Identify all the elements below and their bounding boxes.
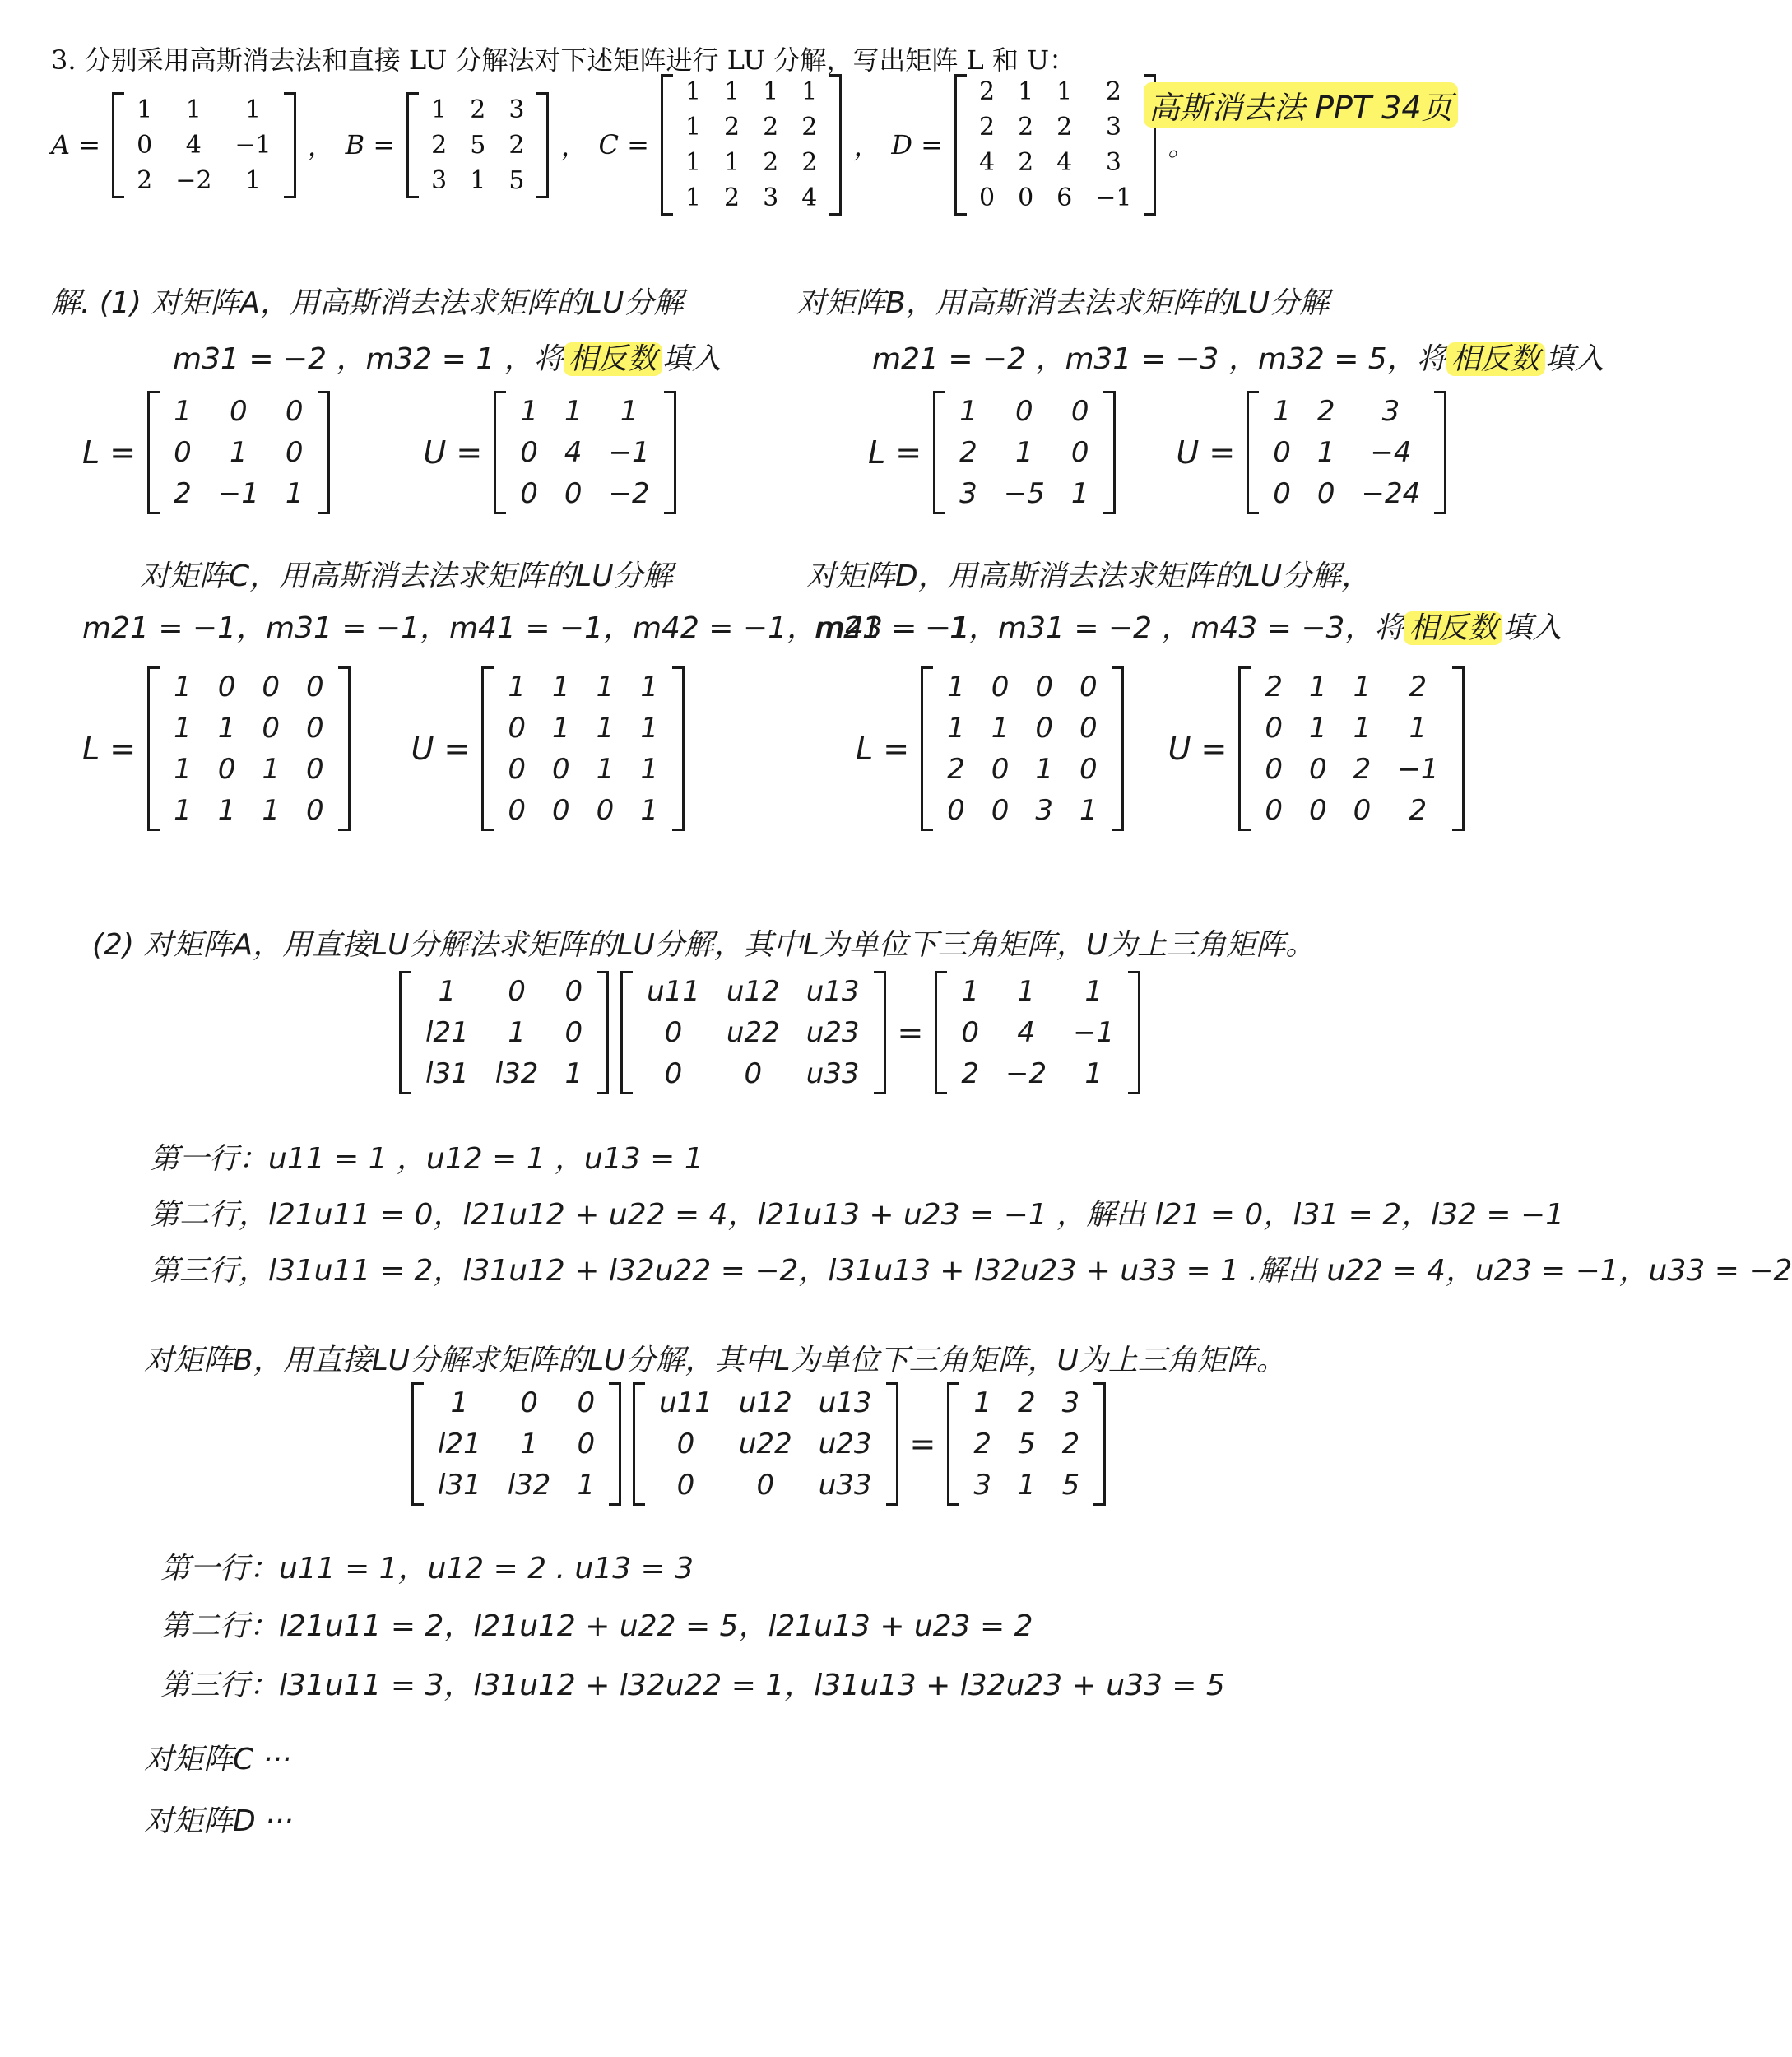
matrix-cell: 1 [174, 794, 192, 827]
matrix-cell: 0 [217, 671, 236, 703]
matrix-cell: 1 [1018, 77, 1034, 106]
matrix-cell: 0 [756, 1469, 775, 1502]
matrix-cell: 1 [685, 77, 702, 106]
part2-a-equation [399, 971, 1140, 1094]
part1-d-title: 对矩阵D，用高斯消去法求矩阵的LU分解， [806, 560, 1372, 593]
matrix-cell: 1 [285, 477, 304, 510]
matrix-cell: 1 [1316, 436, 1335, 469]
matrix-cell: 0 [306, 671, 324, 703]
matrix-d-label: D = [891, 129, 943, 160]
matrix-cell: 1 [991, 712, 1010, 745]
matrix-cell: 1 [1273, 395, 1291, 428]
matrix-cell: 0 [1018, 183, 1034, 212]
matrix-u [620, 971, 885, 1094]
matrix-cell: −1 [608, 436, 650, 469]
matrix-cell: l32 [494, 1057, 539, 1090]
matrix-cell: −2 [175, 165, 212, 195]
matrix-cell: 3 [1061, 1386, 1080, 1419]
part1-c-result [82, 666, 685, 831]
matrix-cell: −1 [1095, 183, 1132, 212]
matrix-cell: 0 [1079, 671, 1098, 703]
l-label: L = [82, 434, 137, 471]
matrix-cell: 2 [724, 113, 740, 142]
part2-b-equation [411, 1382, 1106, 1506]
matrix-cell: 2 [1409, 671, 1428, 703]
matrix-cell: 0 [306, 794, 324, 827]
matrix-cell: 0 [1273, 436, 1291, 469]
matrix-cell: 0 [520, 436, 538, 469]
matrix-cell: 0 [596, 794, 615, 827]
matrix-cell: 0 [508, 975, 526, 1008]
matrix-cell: 1 [640, 753, 658, 786]
matrix-cell: 3 [959, 477, 977, 510]
matrix-cell: 0 [564, 1016, 583, 1049]
matrix-b [406, 92, 549, 198]
matrix-cell: u22 [726, 1016, 780, 1049]
part1-d-multipliers: m21 = −1，m31 = −2 ，m43 = −3，将 相反数 填入 [815, 611, 1562, 645]
matrix-cell: 1 [174, 712, 192, 745]
matrix-cell: 2 [1316, 395, 1335, 428]
highlight-text: 相反数 [564, 342, 662, 376]
matrix-cell: 0 [744, 1057, 763, 1090]
matrix-cell: 0 [564, 477, 583, 510]
matrix-cell: 1 [724, 77, 740, 106]
period: 。 [1168, 131, 1195, 162]
matrix-cell: l31 [438, 1469, 481, 1502]
part1-b-multipliers: m21 = −2 ，m31 = −3 ，m32 = 5，将 相反数 填入 [872, 342, 1604, 376]
matrix-cell: 3 [1035, 794, 1054, 827]
matrix-cell: 1 [640, 712, 658, 745]
matrix-cell: 0 [508, 794, 527, 827]
matrix-b-label: B = [345, 129, 396, 160]
matrix-cell: 1 [801, 77, 818, 106]
matrix-cell: 4 [978, 148, 996, 177]
matrix-cell: 1 [685, 148, 702, 177]
part2-d: 对矩阵D ··· [144, 1804, 294, 1838]
matrix-cell: u23 [805, 1016, 860, 1049]
matrix-cell: 3 [973, 1469, 991, 1502]
matrix-cell: 1 [947, 671, 965, 703]
matrix-cell: −1 [1397, 753, 1439, 786]
matrix-cell: 1 [724, 148, 740, 177]
matrix-cell: 1 [552, 671, 570, 703]
matrix-cell: 0 [229, 395, 248, 428]
matrix-cell: 1 [508, 1016, 526, 1049]
matrix-cell: 0 [217, 753, 236, 786]
matrix-cell: 0 [676, 1428, 695, 1460]
matrix-cell: 1 [1309, 671, 1327, 703]
matrix-cell: 0 [508, 753, 527, 786]
matrix-cell: 1 [450, 1386, 469, 1419]
matrix-cell: 0 [262, 712, 281, 745]
part1-a-title: 解. (1) 对矩阵A，用高斯消去法求矩阵的LU分解 [51, 286, 684, 320]
matrix-cell: 1 [1353, 671, 1372, 703]
part1-a-multipliers: m31 = −2 ，m32 = 1 ，将 相反数 填入 [173, 342, 722, 376]
l-label: L = [856, 731, 910, 767]
problem-matrices [51, 74, 1195, 216]
matrix-cell: 2 [137, 165, 153, 195]
matrix-cell: 0 [1353, 794, 1372, 827]
matrix-cell: 0 [961, 1016, 979, 1049]
matrix-cell: 0 [664, 1057, 683, 1090]
matrix-cell: 1 [1084, 1057, 1103, 1090]
matrix-cell: 0 [564, 975, 583, 1008]
part2-a-title: (2) 对矩阵A，用直接LU分解法求矩阵的LU分解，其中L为单位下三角矩阵，U为上三角矩阵。 [92, 928, 1316, 962]
matrix-a [112, 92, 296, 198]
matrix-cell: 1 [640, 671, 658, 703]
separator: ， [307, 131, 334, 162]
matrix-cell: 0 [552, 753, 570, 786]
matrix-cell: 1 [174, 753, 192, 786]
matrix-cell: 2 [763, 148, 779, 177]
matrix-cell: 1 [262, 753, 281, 786]
matrix-a-label: A = [51, 129, 101, 160]
matrix-cell: l32 [507, 1469, 551, 1502]
matrix-cell: 1 [1079, 794, 1098, 827]
matrix-cell: 1 [1035, 753, 1054, 786]
matrix-cell: 0 [664, 1016, 683, 1049]
matrix-cell: 1 [596, 753, 615, 786]
matrix-cell: 3 [508, 95, 525, 124]
matrix-cell: 0 [1316, 477, 1335, 510]
l-label: L = [868, 434, 922, 471]
matrix-cell: 1 [1014, 436, 1033, 469]
l-label: L = [82, 731, 137, 767]
separator: ， [560, 131, 587, 162]
matrix-cell: 5 [470, 130, 486, 160]
matrix-cell: 0 [676, 1469, 695, 1502]
matrix-cell: 2 [978, 77, 996, 106]
matrix-cell: u23 [818, 1428, 872, 1460]
matrix-cell: 0 [1265, 712, 1284, 745]
matrix-cell: 2 [1018, 148, 1034, 177]
u-label: U = [411, 731, 471, 767]
matrix-cell: 1 [1353, 712, 1372, 745]
matrix-cell: 2 [801, 113, 818, 142]
matrix-cell: 1 [640, 794, 658, 827]
matrix-cell: 1 [1309, 712, 1327, 745]
part2-b-line2: 第二行：l21u11 = 2，l21u12 + u22 = 5，l21u13 + u23 = 2 [160, 1609, 1033, 1643]
matrix-cell: 1 [520, 1428, 538, 1460]
matrix-cell: 0 [947, 794, 965, 827]
matrix-u [633, 1382, 898, 1506]
matrix-cell: 0 [306, 712, 324, 745]
matrix-cell: 2 [961, 1057, 979, 1090]
equals-sign: = [909, 1426, 936, 1462]
matrix-cell: u22 [738, 1428, 792, 1460]
matrix-cell: 1 [973, 1386, 991, 1419]
matrix-cell: 1 [596, 671, 615, 703]
matrix-cell: u12 [738, 1386, 792, 1419]
matrix-cell: 2 [973, 1428, 991, 1460]
matrix-cell: 0 [991, 671, 1010, 703]
part2-b-line3: 第三行：l31u11 = 3，l31u12 + l32u22 = 1，l31u13 + l32u23 + u33 = 5 [160, 1669, 1225, 1702]
matrix-cell: 0 [1309, 753, 1327, 786]
matrix-cell: −1 [1073, 1016, 1115, 1049]
matrix-cell: 0 [285, 395, 304, 428]
matrix-cell: 1 [961, 975, 979, 1008]
matrix-cell: 1 [1017, 975, 1035, 1008]
matrix-cell: 4 [564, 436, 583, 469]
matrix-cell: −24 [1361, 477, 1421, 510]
matrix-cell: 1 [508, 671, 527, 703]
matrix-cell: 1 [137, 95, 153, 124]
matrix-cell: 0 [137, 130, 153, 160]
matrix-cell: l21 [425, 1016, 469, 1049]
matrix-cell: l21 [438, 1428, 481, 1460]
matrix-cell: −2 [608, 477, 650, 510]
matrix-cell: 0 [552, 794, 570, 827]
matrix-cell: l31 [425, 1057, 469, 1090]
matrix-l [411, 1382, 621, 1506]
matrix-cell: 0 [306, 753, 324, 786]
matrix-cell: 0 [1014, 395, 1033, 428]
matrix-l [933, 391, 1115, 514]
matrix-cell: 1 [685, 113, 702, 142]
matrix-u [1238, 666, 1465, 831]
equals-sign: = [897, 1015, 924, 1051]
matrix-cell: 1 [244, 165, 262, 195]
matrix-l [147, 391, 329, 514]
matrix-u [494, 391, 675, 514]
matrix-cell: 4 [1017, 1016, 1035, 1049]
matrix-cell: 0 [1070, 395, 1089, 428]
highlight-text: 相反数 [1446, 342, 1545, 376]
matrix-l [147, 666, 351, 831]
matrix-cell: 0 [1035, 671, 1054, 703]
matrix-cell: 0 [1265, 753, 1284, 786]
matrix-cell: 2 [1353, 753, 1372, 786]
matrix-cell: 2 [1265, 671, 1284, 703]
matrix-cell: 1 [1084, 975, 1103, 1008]
matrix-cell: 1 [244, 95, 262, 124]
matrix-cell: 4 [801, 183, 818, 212]
matrix-cell: 4 [185, 130, 202, 160]
matrix-cell: 1 [620, 395, 638, 428]
part2-b-line1: 第一行：u11 = 1，u12 = 2 . u13 = 3 [160, 1552, 694, 1586]
matrix-cell: 1 [959, 395, 977, 428]
matrix-cell: 1 [431, 95, 448, 124]
matrix-cell: 1 [564, 1057, 583, 1090]
matrix-cell: 1 [1056, 77, 1073, 106]
highlight-text: 相反数 [1404, 611, 1502, 645]
matrix-cell: u11 [647, 975, 700, 1008]
matrix-cell: 2 [724, 183, 740, 212]
matrix-cell: 0 [1035, 712, 1054, 745]
part1-a-result [82, 391, 676, 514]
matrix-cell: −2 [1005, 1057, 1047, 1090]
matrix-cell: u13 [805, 975, 860, 1008]
matrix-cell: 0 [262, 671, 281, 703]
matrix-cell: u33 [818, 1469, 872, 1502]
matrix-cell: 2 [470, 95, 486, 124]
matrix-cell: 1 [470, 165, 486, 195]
matrix-cell: 2 [947, 753, 965, 786]
matrix-cell: −1 [234, 130, 272, 160]
matrix-cell: 0 [1079, 753, 1098, 786]
part2-b-title: 对矩阵B，用直接LU分解求矩阵的LU分解，其中L为单位下三角矩阵，U为上三角矩阵。 [144, 1344, 1286, 1377]
matrix-cell: 0 [285, 436, 304, 469]
matrix-cell: 1 [174, 395, 192, 428]
matrix-cell: 1 [763, 77, 779, 106]
matrix-cell: 2 [978, 113, 996, 142]
matrix-cell: 1 [596, 712, 615, 745]
matrix-cell: 1 [262, 794, 281, 827]
matrix-cell: 5 [508, 165, 525, 195]
part2-c: 对矩阵C ··· [144, 1743, 291, 1776]
matrix-cell: 0 [577, 1428, 596, 1460]
matrix-cell: 1 [1018, 1469, 1036, 1502]
matrix-cell: 2 [1061, 1428, 1080, 1460]
matrix-cell: −4 [1370, 436, 1412, 469]
matrix-l [921, 666, 1124, 831]
part1-c-title: 对矩阵C，用高斯消去法求矩阵的LU分解 [140, 560, 673, 593]
matrix-cell: 1 [1409, 712, 1428, 745]
matrix-c [661, 74, 842, 216]
matrix-cell: 0 [1309, 794, 1327, 827]
matrix-u [481, 666, 685, 831]
matrix-cell: 3 [1105, 148, 1121, 177]
matrix-cell: u13 [818, 1386, 872, 1419]
matrix-cell: 1 [947, 712, 965, 745]
matrix-cell: 1 [174, 671, 192, 703]
matrix-cell: 2 [959, 436, 977, 469]
matrix-cell: 0 [991, 753, 1010, 786]
matrix-cell: 2 [801, 148, 818, 177]
part1-b-result [868, 391, 1446, 514]
matrix-cell: 3 [763, 183, 779, 212]
matrix-cell: 1 [229, 436, 248, 469]
matrix-cell: 5 [1061, 1469, 1080, 1502]
part2-a-line3: 第三行，l31u11 = 2，l31u12 + l32u22 = −2，l31u13 + l32u23 + u33 = 1 .解出 u22 = 4，u23 = −1，u33 = −2 [150, 1254, 1792, 1288]
matrix-cell: 0 [520, 1386, 538, 1419]
matrix-cell: 1 [520, 395, 538, 428]
matrix-cell: 2 [1409, 794, 1428, 827]
matrix-u [1247, 391, 1446, 514]
problem-statement: 3. 分别采用高斯消去法和直接 LU 分解法对下述矩阵进行 LU 分解，写出矩阵 L 和 U： [51, 44, 1076, 76]
matrix-a [935, 971, 1140, 1094]
part1-b-title: 对矩阵B，用高斯消去法求矩阵的LU分解 [796, 286, 1330, 320]
matrix-cell: 1 [685, 183, 702, 212]
matrix-cell: 2 [763, 113, 779, 142]
matrix-cell: 3 [1381, 395, 1400, 428]
matrix-cell: 0 [1265, 794, 1284, 827]
matrix-cell: 2 [431, 130, 448, 160]
highlight-note: 高斯消去法 PPT 34页 [1144, 82, 1458, 128]
part1-d-result [856, 666, 1465, 831]
matrix-cell: 1 [577, 1469, 596, 1502]
matrix-cell: −5 [1003, 477, 1045, 510]
matrix-cell: 2 [1018, 1386, 1036, 1419]
matrix-cell: 0 [991, 794, 1010, 827]
matrix-d [954, 74, 1157, 216]
matrix-cell: 3 [1105, 113, 1121, 142]
u-label: U = [1168, 731, 1228, 767]
matrix-cell: 0 [508, 712, 527, 745]
matrix-cell: 1 [185, 95, 202, 124]
part2-a-line1: 第一行：u11 = 1 ，u12 = 1 ，u13 = 1 [150, 1142, 703, 1176]
u-label: U = [423, 434, 483, 471]
separator: ， [853, 131, 880, 162]
matrix-cell: 1 [217, 712, 236, 745]
u-label: U = [1176, 434, 1236, 471]
matrix-cell: 0 [978, 183, 996, 212]
matrix-cell: 6 [1056, 183, 1073, 212]
matrix-cell: 0 [520, 477, 538, 510]
matrix-cell: u11 [659, 1386, 713, 1419]
matrix-cell: 1 [1070, 477, 1089, 510]
matrix-cell: u12 [726, 975, 780, 1008]
matrix-cell: 1 [438, 975, 457, 1008]
matrix-cell: 5 [1018, 1428, 1036, 1460]
matrix-cell: 2 [508, 130, 525, 160]
matrix-cell: 2 [174, 477, 192, 510]
matrix-b [947, 1382, 1106, 1506]
part2-a-line2: 第二行，l21u11 = 0，l21u12 + u22 = 4，l21u13 + u23 = −1 ，解出 l21 = 0，l31 = 2，l32 = −1 [150, 1198, 1565, 1232]
matrix-cell: 0 [577, 1386, 596, 1419]
matrix-cell: 0 [1079, 712, 1098, 745]
matrix-cell: 2 [1105, 77, 1121, 106]
matrix-cell: 2 [1056, 113, 1073, 142]
part1-c-multipliers: m21 = −1，m31 = −1，m41 = −1，m42 = −1，m43 = −1 [82, 611, 970, 645]
matrix-cell: 0 [1273, 477, 1291, 510]
matrix-cell: 0 [174, 436, 192, 469]
matrix-cell: 2 [1018, 113, 1034, 142]
matrix-cell: 1 [552, 712, 570, 745]
matrix-cell: −1 [217, 477, 259, 510]
matrix-cell: 1 [217, 794, 236, 827]
matrix-l [399, 971, 609, 1094]
matrix-c-label: C = [598, 129, 649, 160]
matrix-cell: 1 [564, 395, 583, 428]
matrix-cell: 0 [1070, 436, 1089, 469]
matrix-cell: u33 [805, 1057, 860, 1090]
matrix-cell: 3 [431, 165, 448, 195]
matrix-cell: 4 [1056, 148, 1073, 177]
